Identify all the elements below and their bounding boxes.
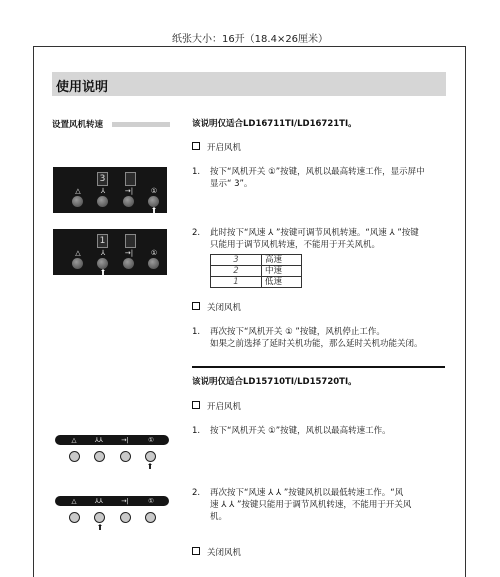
display-blank bbox=[125, 234, 136, 248]
speed-digit: 3 bbox=[211, 255, 262, 266]
on-title-1: 开启风机 bbox=[192, 142, 241, 154]
fan-speed-button[interactable] bbox=[94, 512, 105, 523]
sidebar-heading: 设置风机转速 bbox=[52, 120, 104, 130]
arrow-up-icon: ⬆ bbox=[96, 523, 104, 532]
step-number: 1. bbox=[192, 327, 201, 337]
pill-label-bar-2 bbox=[55, 496, 169, 506]
power-button[interactable] bbox=[145, 512, 156, 523]
power-icon: ① bbox=[150, 249, 158, 257]
step-number: 2. bbox=[192, 488, 201, 498]
model-header-2: 该说明仅适合LD15710TI/LD15720TI。 bbox=[192, 377, 357, 387]
speed-digit: 2 bbox=[211, 266, 262, 277]
checkbox-bullet-icon bbox=[192, 142, 200, 150]
light-button[interactable] bbox=[69, 451, 80, 462]
power-icon: ① bbox=[150, 187, 158, 195]
step-text: 再次按下“风机开关 ① ”按键，风机停止工作。 如果之前选择了延时关机功能，那么延时关机功能关闭。 bbox=[210, 327, 423, 349]
fan-icon: ⅄ bbox=[100, 249, 106, 257]
timer-icon: →| bbox=[124, 249, 134, 257]
speed-label: 低速 bbox=[262, 277, 302, 288]
light-button[interactable] bbox=[69, 512, 80, 523]
display-blank bbox=[125, 172, 136, 186]
sidebar-heading-bar bbox=[112, 122, 170, 127]
section-banner bbox=[52, 72, 446, 96]
timer-button[interactable] bbox=[120, 512, 131, 523]
speed-digit: 1 bbox=[211, 277, 262, 288]
light-icon: △ bbox=[71, 436, 77, 444]
step-text: 按下“风机开关 ①”按键，风机以最高转速工作，显示屏中 显示“ 3”。 bbox=[210, 167, 425, 189]
pill-label-bar-1 bbox=[55, 435, 169, 445]
arrow-up-icon: ⬆ bbox=[99, 268, 107, 277]
light-button[interactable] bbox=[72, 196, 83, 207]
off-title-1: 关闭风机 bbox=[192, 302, 241, 314]
fan-speed-button[interactable] bbox=[97, 196, 108, 207]
timer-button[interactable] bbox=[123, 258, 134, 269]
on-title-2: 开启风机 bbox=[192, 401, 241, 413]
table-row bbox=[211, 255, 302, 266]
timer-button[interactable] bbox=[123, 196, 134, 207]
power-button[interactable] bbox=[148, 258, 159, 269]
arrow-up-icon: ⬆ bbox=[150, 206, 158, 215]
step-text: 再次按下“风速 ⅄ ⅄ ”按键风机以最低转速工作。“风 速 ⅄ ⅄ ”按键只能用于调节风机转速，不能用于开关风 机。 bbox=[210, 488, 412, 522]
timer-icon: →| bbox=[121, 497, 129, 505]
step-text: 此时按下“风速 ⅄ ”按键可调节风机转速。“风速 ⅄ ”按键 只能用于调节风机转速，不能用于开关风机。 bbox=[210, 228, 419, 250]
checkbox-bullet-icon bbox=[192, 302, 200, 310]
control-panel-2 bbox=[53, 229, 167, 275]
arrow-up-icon: ⬆ bbox=[146, 462, 154, 471]
timer-icon: →| bbox=[124, 187, 134, 195]
display-digit: 1 bbox=[97, 234, 108, 248]
table-row bbox=[211, 277, 302, 288]
speed-table bbox=[210, 254, 302, 288]
step-text: 按下“风机开关 ①”按键，风机以最高转速工作。 bbox=[210, 426, 391, 436]
fan-speed-icon: ⅄⅄ bbox=[95, 436, 103, 444]
timer-icon: →| bbox=[121, 436, 129, 444]
speed-label: 中速 bbox=[262, 266, 302, 277]
checkbox-bullet-icon bbox=[192, 401, 200, 409]
power-icon: ① bbox=[148, 497, 154, 505]
control-panel-1 bbox=[53, 167, 167, 213]
checkbox-bullet-icon bbox=[192, 547, 200, 555]
fan-speed-button[interactable] bbox=[94, 451, 105, 462]
light-button[interactable] bbox=[72, 258, 83, 269]
speed-label: 高速 bbox=[262, 255, 302, 266]
paper-size-caption: 纸张大小：16开（18.4×26厘米） bbox=[171, 34, 329, 45]
power-icon: ① bbox=[148, 436, 154, 444]
fan-icon: ⅄ bbox=[100, 187, 106, 195]
model-header-1: 该说明仅适合LD16711TI/LD16721TI。 bbox=[192, 119, 357, 129]
section-title: 使用说明 bbox=[56, 80, 109, 95]
display-digit: 3 bbox=[97, 172, 108, 186]
table-row bbox=[211, 266, 302, 277]
section-divider bbox=[192, 366, 445, 368]
off-title-2: 关闭风机 bbox=[192, 547, 241, 559]
power-button[interactable] bbox=[145, 451, 156, 462]
step-number: 1. bbox=[192, 167, 201, 177]
light-icon: △ bbox=[75, 249, 81, 257]
fan-speed-icon: ⅄⅄ bbox=[95, 497, 103, 505]
timer-button[interactable] bbox=[120, 451, 131, 462]
light-icon: △ bbox=[71, 497, 77, 505]
light-icon: △ bbox=[75, 187, 81, 195]
step-number: 1. bbox=[192, 426, 201, 436]
step-number: 2. bbox=[192, 228, 201, 238]
